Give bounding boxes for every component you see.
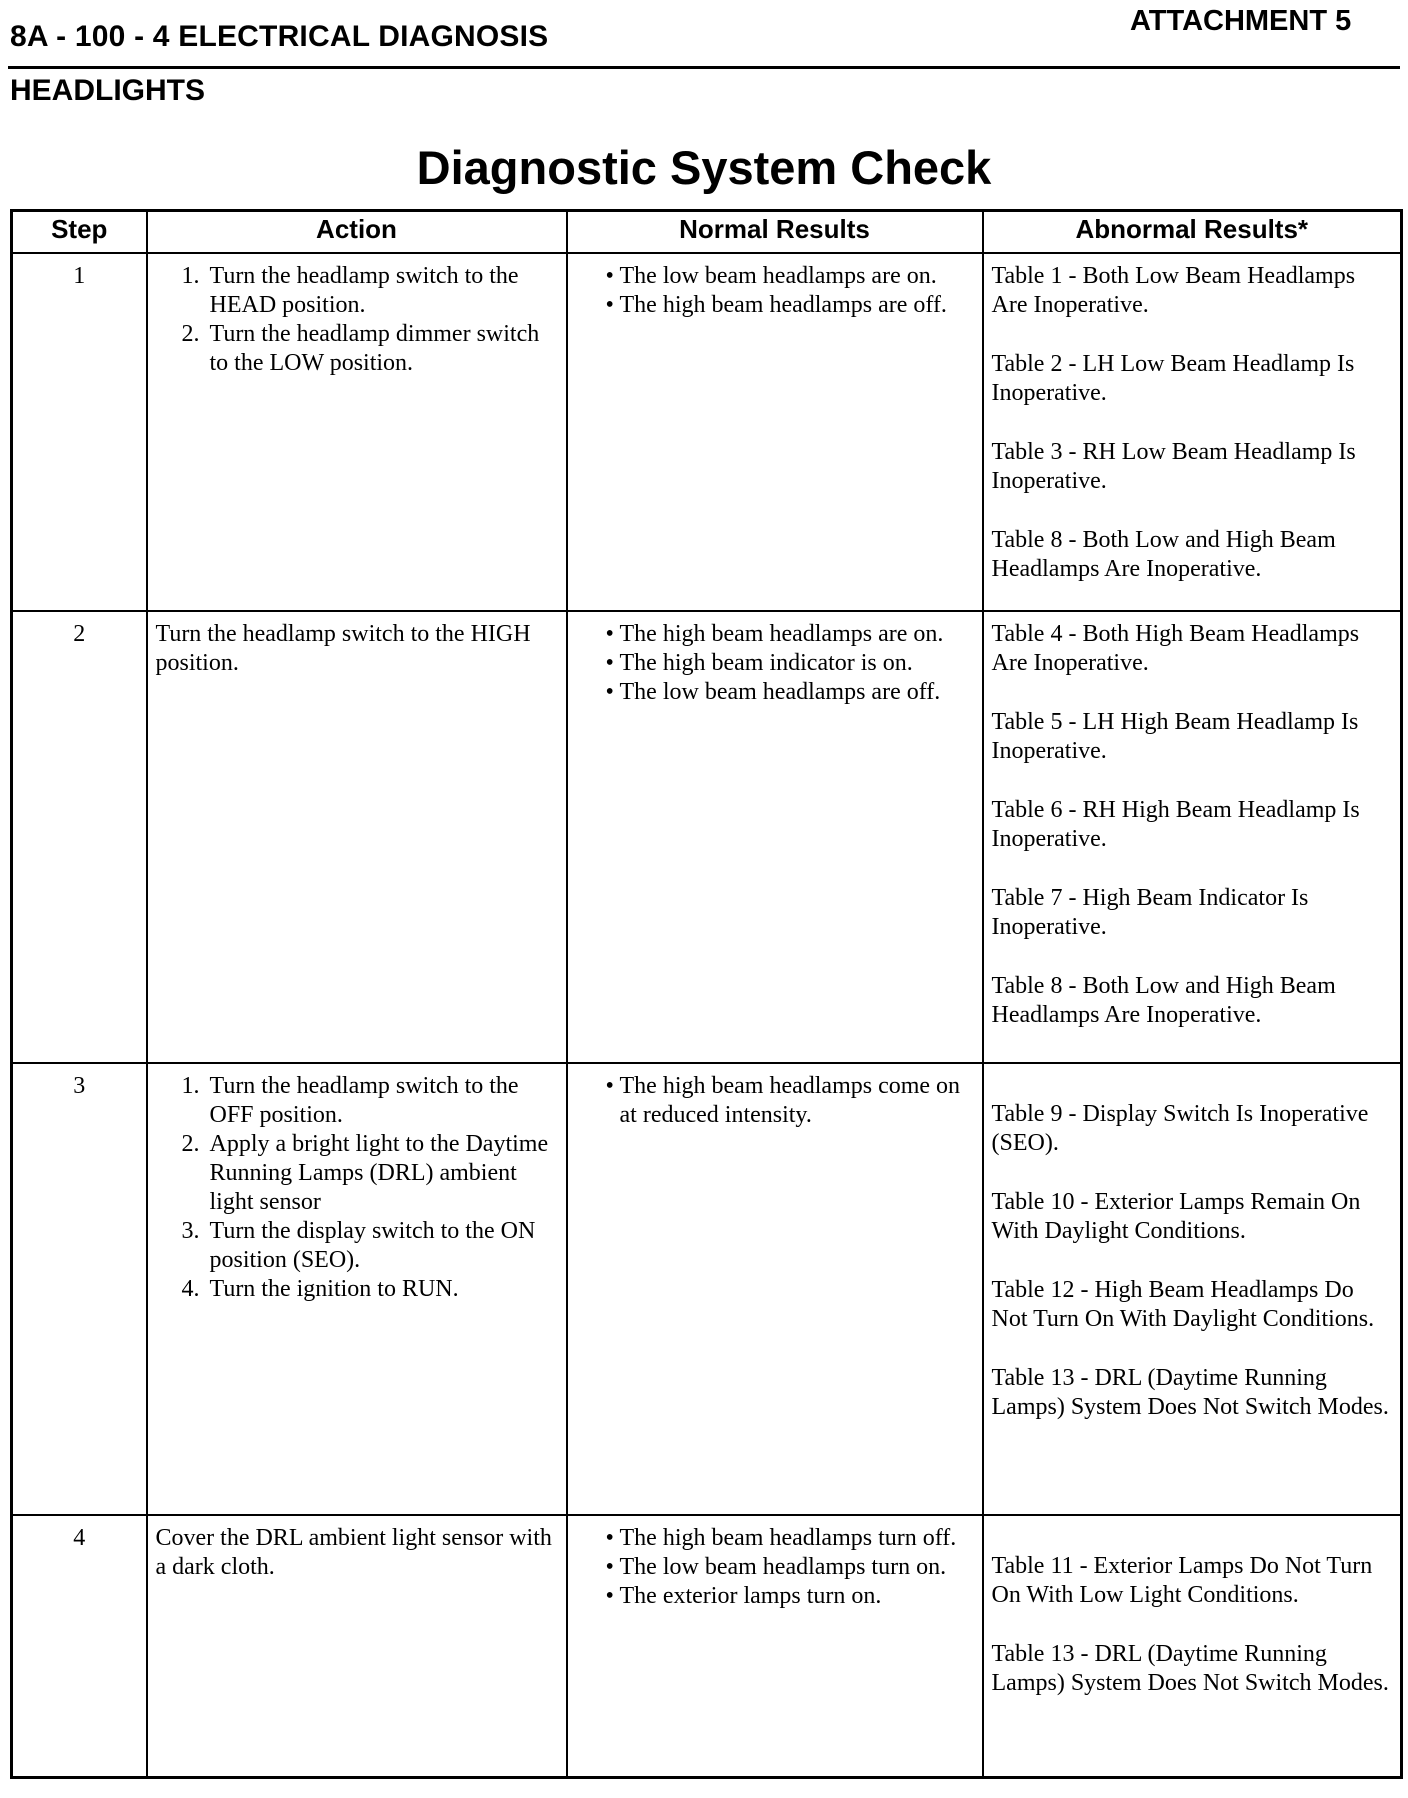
step-number: 2: [12, 611, 147, 1063]
normal-result: • The high beam headlamps are off.: [620, 291, 974, 320]
action-step: 2. Turn the headlamp dimmer switch to the LOW position.: [206, 320, 558, 378]
normal-result: • The high beam headlamps are on.: [620, 620, 974, 649]
abnormal-result: Table 13 - DRL (Daytime Running Lamps) System Does Not Switch Modes.: [991, 1641, 1389, 1696]
abnormal-results-cell: [983, 1063, 1402, 1515]
abnormal-result: Table 9 - Display Switch Is Inoperative (SEO).: [991, 1101, 1369, 1156]
abnormal-result: Table 6 - RH High Beam Headlamp Is Inoperative.: [991, 797, 1360, 852]
abnormal-result: Table 3 - RH Low Beam Headlamp Is Inoperative.: [991, 439, 1356, 494]
normal-result: • The low beam headlamps turn on.: [620, 1553, 974, 1582]
abnormal-result: Table 8 - Both Low and High Beam Headlamps Are Inoperative.: [991, 973, 1336, 1028]
normal-results-cell: [567, 253, 983, 611]
table-row: [12, 253, 1402, 611]
normal-result: • The exterior lamps turn on.: [620, 1582, 974, 1611]
action-cell: Cover the DRL ambient light sensor with a dark cloth.: [147, 1515, 567, 1777]
step-number: 4: [12, 1515, 147, 1777]
abnormal-results-cell: [983, 1515, 1402, 1777]
action-step: 1. Turn the headlamp switch to the HEAD position.: [206, 262, 558, 320]
action-step: 1. Turn the headlamp switch to the OFF position.: [206, 1072, 558, 1130]
abnormal-result: Table 1 - Both Low Beam Headlamps Are Inoperative.: [991, 263, 1356, 318]
abnormal-result: Table 10 - Exterior Lamps Remain On With Daylight Conditions.: [991, 1189, 1361, 1244]
table-header-row: [12, 211, 1402, 254]
abnormal-result: Table 2 - LH Low Beam Headlamp Is Inoperative.: [991, 351, 1355, 406]
page-header-reference: 8A - 100 - 4 ELECTRICAL DIAGNOSIS: [10, 20, 549, 53]
normal-results-cell: [567, 611, 983, 1063]
abnormal-result: Table 7 - High Beam Indicator Is Inoperative.: [991, 885, 1309, 940]
action-cell: [147, 253, 567, 611]
document-title: Diagnostic System Check: [416, 141, 992, 194]
header-rule: [8, 66, 1400, 69]
normal-result: • The low beam headlamps are on.: [620, 262, 974, 291]
normal-results-list: [576, 262, 974, 320]
normal-result: • The high beam headlamps come on at reduced intensity.: [620, 1072, 974, 1130]
normal-results-list: [576, 620, 974, 707]
abnormal-results-cell: [983, 611, 1402, 1063]
abnormal-result: Table 8 - Both Low and High Beam Headlamps Are Inoperative.: [991, 527, 1336, 582]
table-row: [12, 1515, 1402, 1777]
abnormal-result: Table 13 - DRL (Daytime Running Lamps) System Does Not Switch Modes.: [991, 1365, 1389, 1420]
normal-result: • The high beam indicator is on.: [620, 649, 974, 678]
diagnostic-table: [10, 209, 1403, 1779]
normal-result: • The high beam headlamps turn off.: [620, 1524, 974, 1553]
action-steps: [156, 1072, 558, 1304]
abnormal-result: Table 5 - LH High Beam Headlamp Is Inoperative.: [991, 709, 1359, 764]
abnormal-result: Table 11 - Exterior Lamps Do Not Turn On With Low Light Conditions.: [991, 1553, 1373, 1608]
step-number: 1: [12, 253, 147, 611]
normal-results-cell: [567, 1063, 983, 1515]
abnormal-results-cell: [983, 253, 1402, 611]
table-row: [12, 611, 1402, 1063]
action-step: 2. Apply a bright light to the Daytime Running Lamps (DRL) ambient light sensor: [206, 1130, 558, 1217]
column-header-abnormal-results: Abnormal Results*: [983, 211, 1402, 254]
attachment-label: ATTACHMENT 5: [1130, 5, 1352, 37]
section-title: HEADLIGHTS: [10, 74, 205, 107]
column-header-action: Action: [147, 211, 567, 254]
action-cell: Turn the headlamp switch to the HIGH position.: [147, 611, 567, 1063]
abnormal-result: Table 12 - High Beam Headlamps Do Not Turn On With Daylight Conditions.: [991, 1277, 1375, 1332]
action-step: 4. Turn the ignition to RUN.: [206, 1275, 558, 1304]
normal-results-list: [576, 1072, 974, 1130]
column-header-step: Step: [12, 211, 147, 254]
step-number: 3: [12, 1063, 147, 1515]
table-row: [12, 1063, 1402, 1515]
action-steps: [156, 262, 558, 378]
normal-result: • The low beam headlamps are off.: [620, 678, 974, 707]
normal-results-list: [576, 1524, 974, 1611]
action-cell: [147, 1063, 567, 1515]
column-header-normal-results: Normal Results: [567, 211, 983, 254]
action-step: 3. Turn the display switch to the ON position (SEO).: [206, 1217, 558, 1275]
abnormal-result: Table 4 - Both High Beam Headlamps Are Inoperative.: [991, 621, 1360, 676]
normal-results-cell: [567, 1515, 983, 1777]
